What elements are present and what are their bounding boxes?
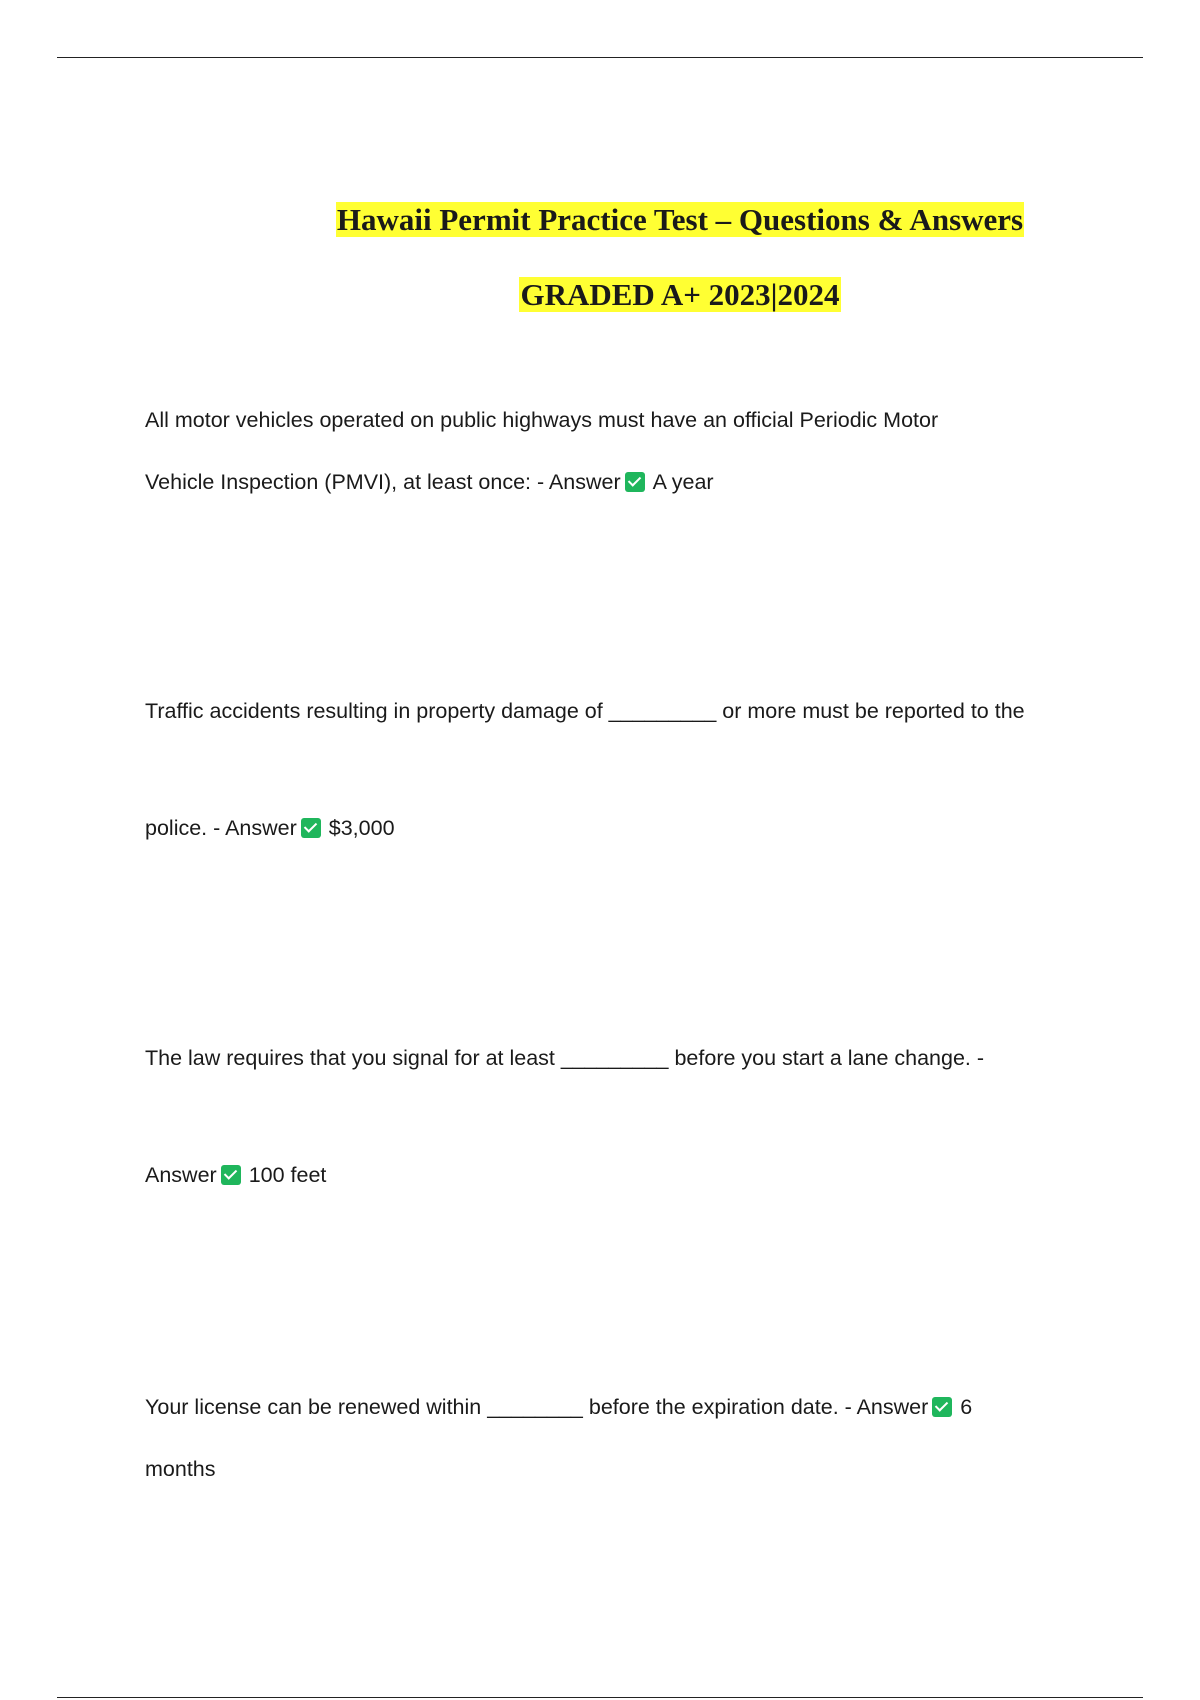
question-text: Your license can be renewed within ________ before the expiration date. - Answer	[145, 1395, 929, 1419]
document-title-line-1: Hawaii Permit Practice Test – Questions & Answers	[336, 202, 1024, 237]
question-text: All motor vehicles operated on public highways must have an official Periodic Motor	[145, 408, 939, 432]
answer-text: 100 feet	[248, 1163, 327, 1187]
question-answer-line	[145, 468, 714, 496]
check-icon	[221, 1165, 241, 1185]
document-title-line-2: GRADED A+ 2023|2024	[520, 277, 840, 312]
question-answer-line	[145, 1161, 326, 1189]
answer-text: A year	[652, 470, 714, 494]
document-title	[0, 201, 1200, 239]
check-icon	[301, 818, 321, 838]
question-text: The law requires that you signal for at least _________ before you start a lane change. -	[145, 1046, 985, 1070]
answer-text: 6	[960, 1395, 973, 1419]
check-icon	[625, 472, 645, 492]
check-icon	[932, 1397, 952, 1417]
document-subtitle	[0, 276, 1200, 314]
question-text-continued: police. - Answer	[145, 816, 297, 840]
answer-text-continued: months	[145, 1457, 216, 1481]
question-answer-line	[145, 814, 395, 842]
question-text: Traffic accidents resulting in property damage of _________ or more must be reported to the	[145, 699, 1025, 723]
question-text-continued: Vehicle Inspection (PMVI), at least once: - Answer	[145, 470, 621, 494]
question-text-continued: Answer	[145, 1163, 217, 1187]
question-answer-line	[145, 1393, 972, 1421]
bottom-rule	[57, 1697, 1143, 1698]
answer-text: $3,000	[328, 816, 395, 840]
top-rule	[57, 57, 1143, 58]
